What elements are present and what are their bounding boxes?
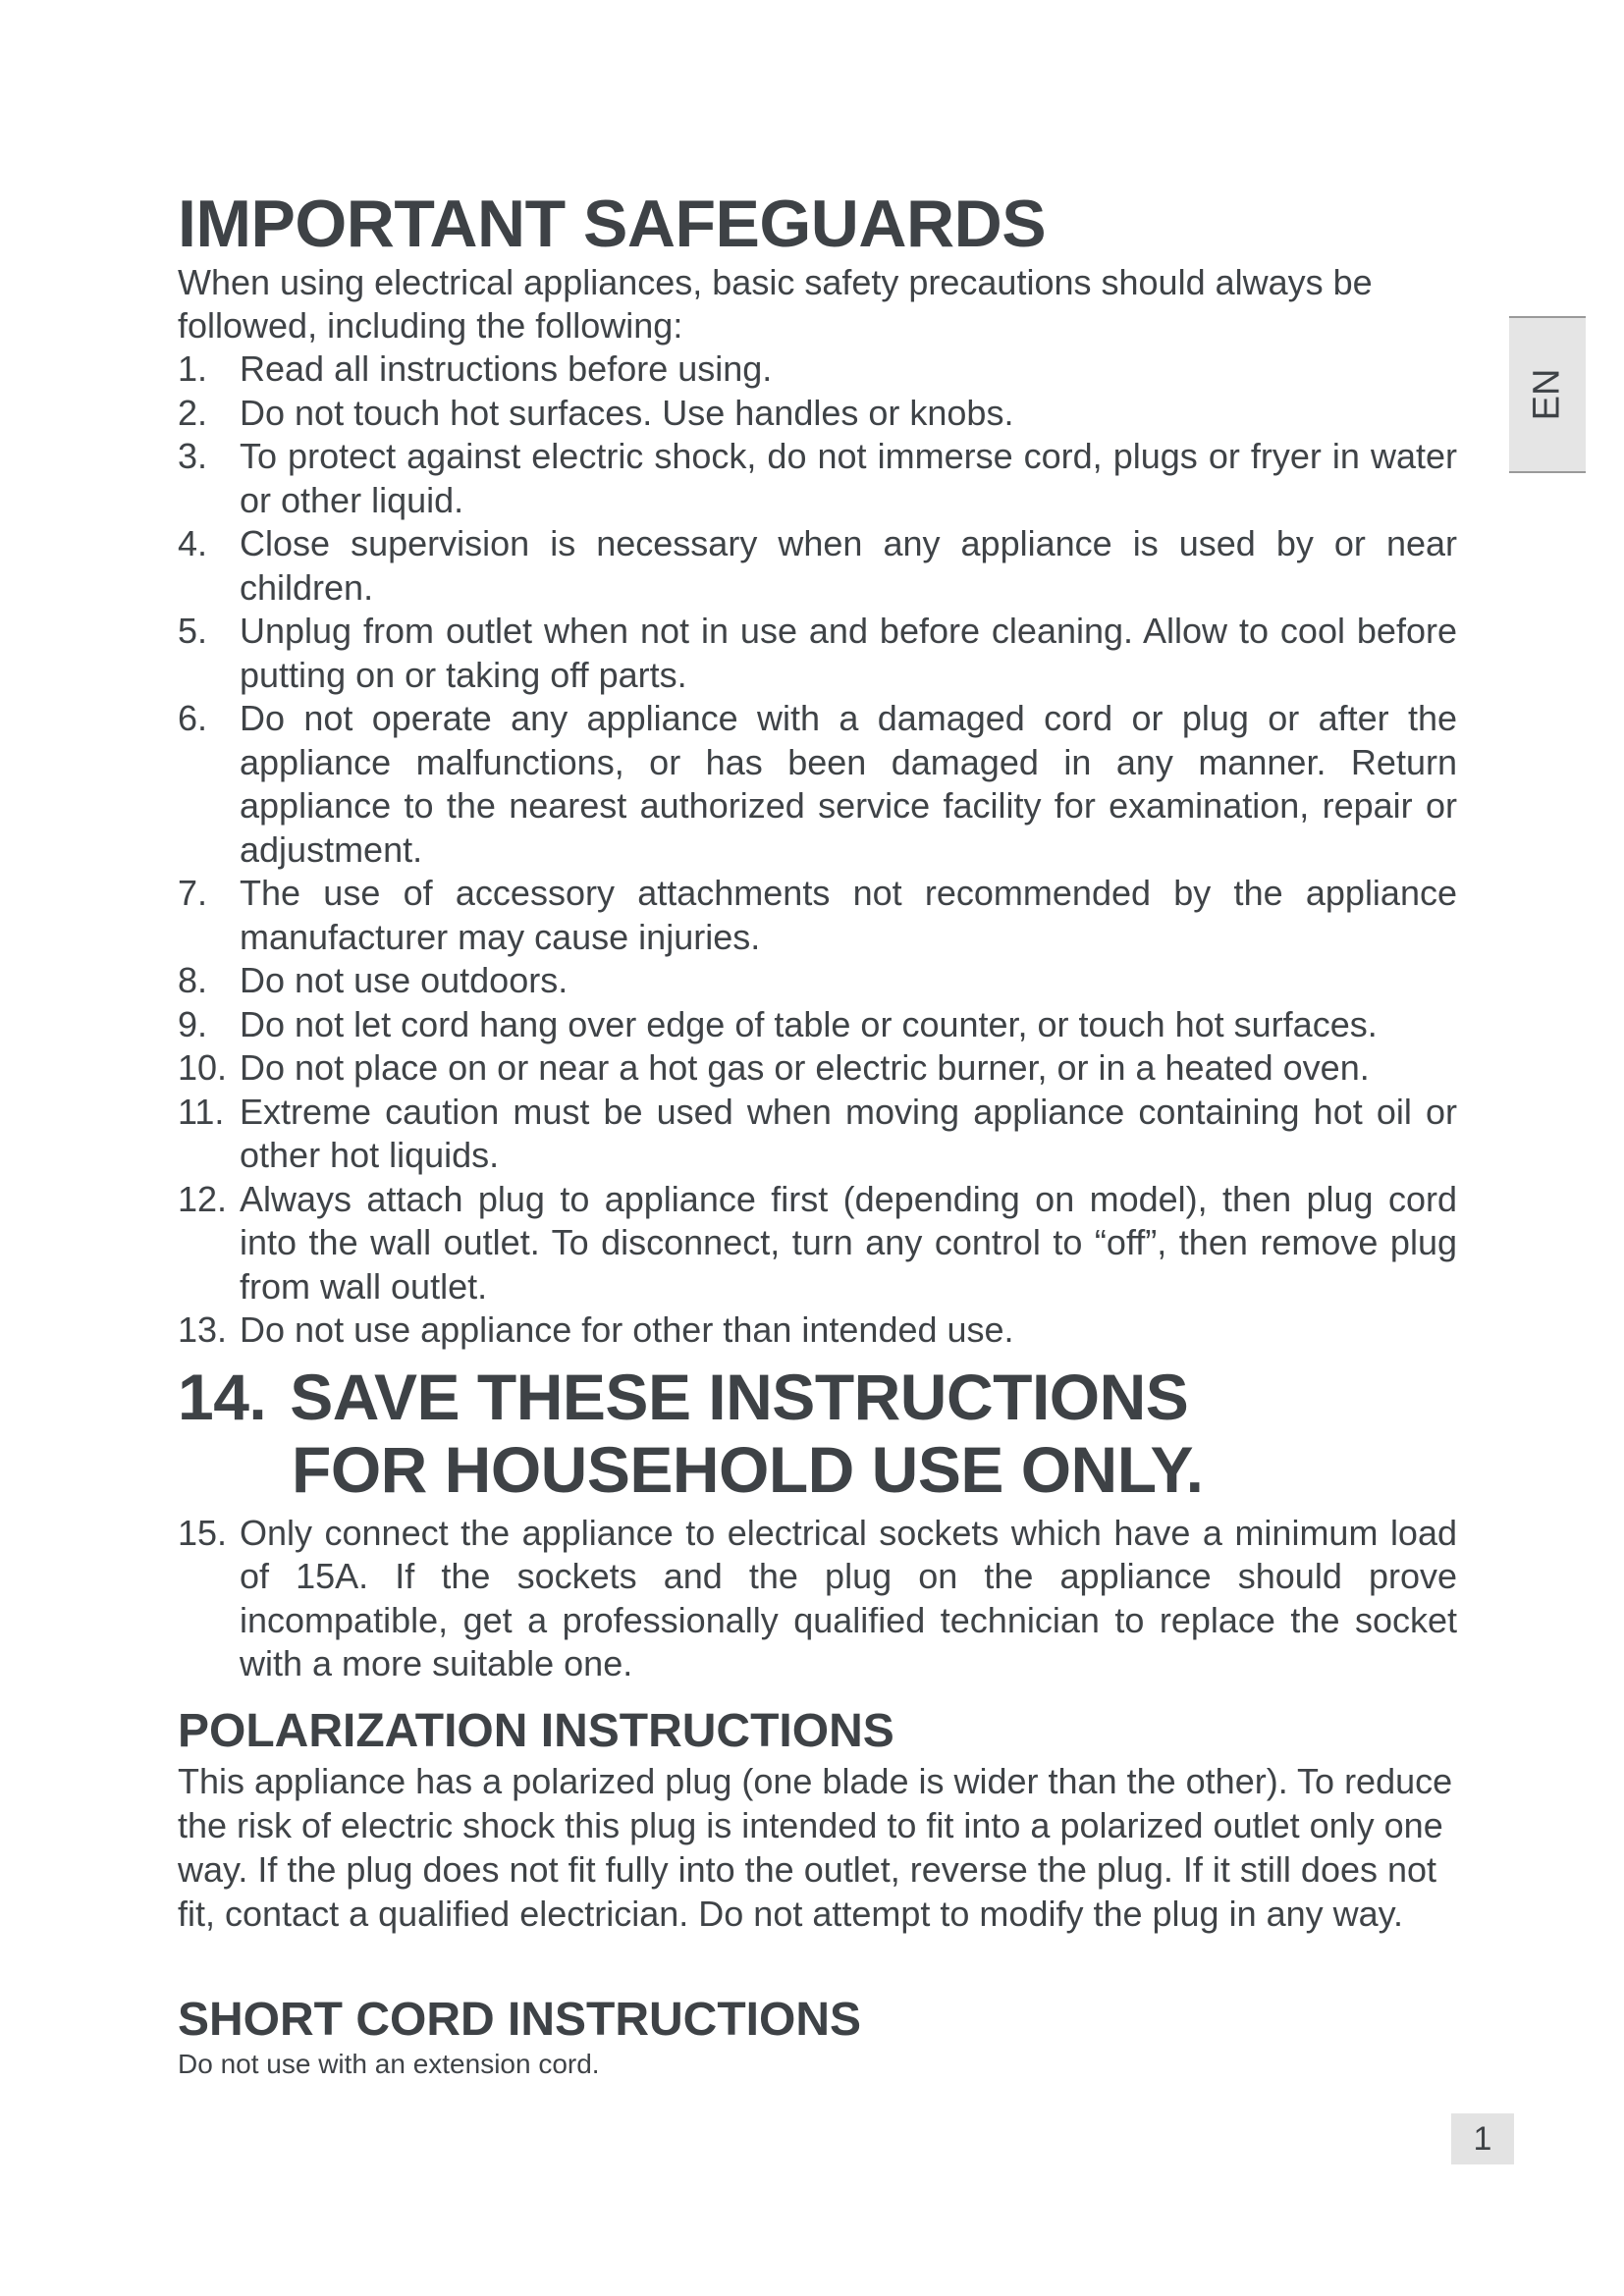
item-text: To protect against electric shock, do not immerse cord, plugs or fryer in water or other liquid. (240, 436, 1457, 520)
item-text: Do not operate any appliance with a damaged cord or plug or after the appliance malfunctions, or has been damaged in any manner. Return appliance to the nearest authorized service facility for examination, repair or adjustment. (240, 698, 1457, 870)
item-text: Do not place on or near a hot gas or electric burner, or in a heated oven. (240, 1047, 1370, 1088)
list-item (178, 872, 1457, 959)
item-number: 1. (178, 348, 208, 389)
item-number: 11. (178, 1091, 225, 1132)
item-number: 9. (178, 1003, 208, 1044)
list-item (178, 1308, 1457, 1353)
item-text: Extreme caution must be used when moving appliance containing hot oil or other hot liquids. (240, 1091, 1457, 1175)
item-text: Close supervision is necessary when any appliance is used by or near children. (240, 523, 1457, 608)
item-text: Do not use outdoors. (240, 960, 568, 1000)
list-item (178, 1512, 1457, 1686)
list-item (178, 697, 1457, 872)
language-label: EN (1526, 368, 1568, 421)
item-number: 7. (178, 873, 208, 913)
item-number: 2. (178, 392, 208, 433)
list-item (178, 1046, 1457, 1091)
short-cord-heading: SHORT CORD INSTRUCTIONS (178, 1993, 861, 2046)
item-text: Unplug from outlet when not in use and before cleaning. Allow to cool before putting on or taking off parts. (240, 611, 1457, 695)
page-title: IMPORTANT SAFEGUARDS (178, 187, 1047, 261)
item-text: The use of accessory attachments not recommended by the appliance manufacturer may cause injuries. (240, 873, 1457, 957)
save-instructions-line2: FOR HOUSEHOLD USE ONLY. (292, 1432, 1204, 1506)
document-content (178, 187, 1474, 2081)
list-item (178, 392, 1457, 436)
item-number: 5. (178, 611, 208, 651)
short-cord-text: Do not use with an extension cord. (178, 2048, 600, 2079)
item-number: 13. (178, 1309, 228, 1350)
item-number: 6. (178, 698, 208, 738)
item-number: 15. (178, 1512, 228, 1553)
item-number: 12. (178, 1178, 228, 1219)
item-text: Do not touch hot surfaces. Use handles or knobs. (240, 392, 1014, 433)
polarization-text: This appliance has a polarized plug (one blade is wider than the other). To reduce the risk of electric shock this plug is intended to fit into a polarized outlet only one way. If the plug does not fit fully into the outlet, reverse the plug. If it still does not fit, contact a qualified electrician. Do not attempt to modify the plug in any way. (178, 1760, 1453, 1934)
save-instructions-heading (178, 1361, 1395, 1506)
item-text: Read all instructions before using. (240, 348, 773, 389)
item-text: Do not let cord hang over edge of table or counter, or touch hot surfaces. (240, 1003, 1378, 1044)
polarization-heading: POLARIZATION INSTRUCTIONS (178, 1704, 894, 1757)
language-tab (1509, 316, 1586, 473)
list-item (178, 959, 1457, 1003)
list-item (178, 610, 1457, 697)
item-number: 10. (178, 1047, 228, 1088)
list-item (178, 1003, 1457, 1047)
list-item (178, 347, 1457, 392)
item-number: 14. (178, 1360, 267, 1433)
item-text: Only connect the appliance to electrical sockets which have a minimum load of 15A. If the sockets and the plug on the appliance should prove incompatible, get a professionally qualified technician to replace the socket with a more suitable one. (240, 1512, 1457, 1683)
list-item (178, 522, 1457, 610)
save-instructions-line1: SAVE THESE INSTRUCTIONS (290, 1360, 1189, 1433)
intro-text: When using electrical appliances, basic safety precautions should always be followed, including the following: (178, 262, 1373, 346)
list-item (178, 1091, 1457, 1178)
item-text: Do not use appliance for other than intended use. (240, 1309, 1014, 1350)
item-text: Always attach plug to appliance first (depending on model), then plug cord into the wall outlet. To disconnect, turn any control to “off”, then remove plug from wall outlet. (240, 1178, 1457, 1307)
safeguards-list (178, 347, 1474, 1686)
item-number: 8. (178, 960, 208, 1000)
page-number: 1 (1451, 2113, 1514, 2164)
item-number: 4. (178, 523, 208, 563)
list-item (178, 435, 1457, 522)
list-item (178, 1178, 1457, 1309)
item-number: 3. (178, 436, 208, 476)
